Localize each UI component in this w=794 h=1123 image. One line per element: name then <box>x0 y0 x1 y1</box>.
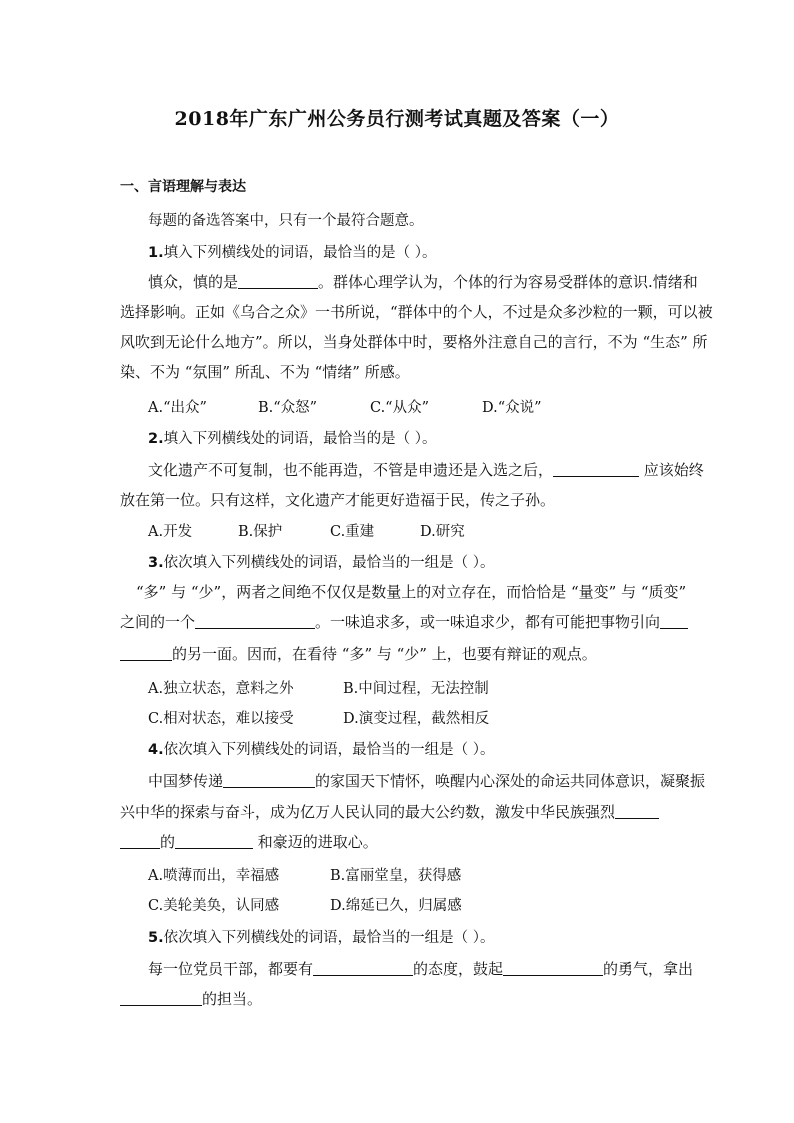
q1-option-d: D.“众说” <box>482 400 542 416</box>
question-5-text: 每一位党员干部，都要有 的态度，鼓起 的勇气，拿出 <box>148 960 694 978</box>
answer-blank <box>175 834 253 849</box>
answer-blank <box>120 991 202 1006</box>
question-5-text: 的担当。 <box>120 988 680 1009</box>
q4-option-c: C.美轮美奂，认同感 <box>148 898 280 914</box>
answer-blank <box>553 462 639 477</box>
question-1-text: 选择影响。正如《乌合之众》一书所说，“群体中的个人，不过是众多沙粒的一颗，可以被 <box>120 303 713 321</box>
question-1-text: 染、不为 “氛围” 所乱、不为 “情绪” 所感。 <box>120 363 410 381</box>
q1-option-c: C.“从众” <box>370 400 430 416</box>
q4-option-d: D.绵延已久，归属感 <box>330 898 462 914</box>
answer-blank <box>660 614 688 629</box>
answer-blank <box>223 773 315 788</box>
instructions: 每题的备选答案中，只有一个最符合题意。 <box>148 213 424 229</box>
answer-blank <box>503 961 603 976</box>
q4-option-a: A.喷薄而出，幸福感 <box>148 868 280 884</box>
question-3-text: 的另一面。因而，在看待 “多” 与 “少” 上，也要有辩证的观点。 <box>120 643 680 664</box>
q1-option-b: B.“众怒” <box>258 400 318 416</box>
answer-blank <box>238 274 318 289</box>
section-heading: 一、言语理解与表达 <box>120 179 246 195</box>
answer-blank <box>120 646 172 661</box>
q3-option-c: C.相对状态，难以接受 <box>148 711 294 727</box>
question-3-text: “多” 与 “少”，两者之间绝不仅仅是数量上的对立存在，而恰恰是 “量变” 与 “质变” <box>136 583 687 601</box>
answer-blank <box>195 614 315 629</box>
answer-blank <box>120 834 160 849</box>
question-2-text: 文化遗产不可复制，也不能再造，不管是申遗还是入选之后， 应该始终 <box>148 461 704 479</box>
question-3-stem: 3.依次填入下列横线处的词语，最恰当的一组是（ ）。 <box>148 555 495 571</box>
answer-blank <box>313 961 413 976</box>
question-3-text: 之间的一个 。一味追求多，或一味追求少，都有可能把事物引向 <box>120 611 680 632</box>
question-4-text: 的 和豪迈的进取心。 <box>120 831 680 852</box>
q4-option-b: B.富丽堂皇，获得感 <box>330 868 462 884</box>
q2-option-b: B.保护 <box>238 524 283 540</box>
q2-option-d: D.研究 <box>420 524 465 540</box>
answer-blank <box>615 804 659 819</box>
q2-option-a: A.开发 <box>148 524 193 540</box>
question-5-stem: 5.依次填入下列横线处的词语，最恰当的一组是（ ）。 <box>148 930 495 946</box>
page-title: 2018年广东广州公务员行测考试真题及答案（一） <box>174 108 620 130</box>
question-4-stem: 4.依次填入下列横线处的词语，最恰当的一组是（ ）。 <box>148 742 495 758</box>
question-4-text: 中国梦传递 的家国天下情怀，唤醒内心深处的命运共同体意识，凝聚振 <box>148 772 706 790</box>
question-2-text: 放在第一位。只有这样，文化遗产才能更好造福于民，传之子孙。 <box>120 491 556 509</box>
question-4-text: 兴中华的探索与奋斗，成为亿万人民认同的最大公约数，激发中华民族强烈 <box>120 801 680 822</box>
q1-option-a: A.“出众” <box>148 400 207 416</box>
question-2-stem: 2.填入下列横线处的词语，最恰当的是（ ）。 <box>148 431 437 447</box>
question-1-text: 风吹到无论什么地方”。所以，当身处群体中时，要格外注意自己的言行，不为 “生态” 所 <box>120 333 708 351</box>
q3-option-d: D.演变过程，截然相反 <box>343 711 490 727</box>
question-1-stem: 1.填入下列横线处的词语，最恰当的是（ ）。 <box>148 245 437 261</box>
q2-option-c: C.重建 <box>330 524 375 540</box>
q3-option-a: A.独立状态，意料之外 <box>148 681 294 697</box>
q3-option-b: B.中间过程，无法控制 <box>343 681 489 697</box>
question-1-text: 慎众，慎的是 。群体心理学认为，个体的行为容易受群体的意识.情绪和 <box>148 273 698 291</box>
